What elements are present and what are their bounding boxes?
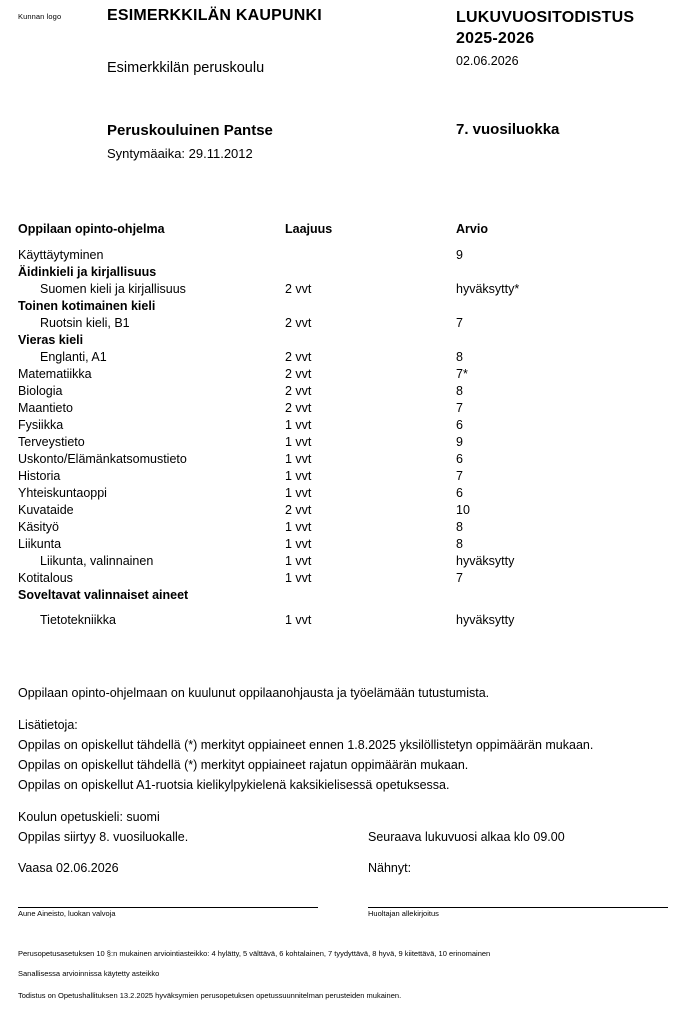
teacher-signature-line bbox=[18, 907, 318, 908]
cell-scope: 1 vvt bbox=[285, 537, 312, 551]
cell-grade: 6 bbox=[456, 418, 463, 432]
cell-scope: 1 vvt bbox=[285, 435, 312, 449]
cell-scope: 1 vvt bbox=[285, 554, 312, 568]
note-next-year-start: Seuraava lukuvuosi alkaa klo 09.00 bbox=[368, 830, 565, 844]
signature-place-and-date: Vaasa 02.06.2026 bbox=[18, 861, 119, 875]
cell-grade: 7 bbox=[456, 316, 463, 330]
table-row bbox=[0, 367, 689, 384]
guardian-signature-line bbox=[368, 907, 668, 908]
note-additional-line-3: Oppilas on opiskellut A1-ruotsia kielikylpykielenä kaksikielisessä opetuksessa. bbox=[18, 778, 450, 792]
cell-subject: Liikunta bbox=[18, 537, 62, 551]
cell-scope: 2 vvt bbox=[285, 384, 312, 398]
note-additional-line-1: Oppilas on opiskellut tähdellä (*) merkityt oppiaineet ennen 1.8.2025 yksilöllistetyn oppimäärän mukaan. bbox=[18, 738, 594, 752]
table-row bbox=[0, 503, 689, 520]
table-row bbox=[0, 384, 689, 401]
cell-scope: 1 vvt bbox=[285, 418, 312, 432]
cell-subject: Tietotekniikka bbox=[40, 613, 116, 627]
student-name: Peruskouluinen Pantse bbox=[107, 122, 273, 139]
certificate-title-line2: 2025-2026 bbox=[456, 30, 535, 47]
footer-verbal-assessment: Sanallisessa arvioinnissa käytetty asteikko bbox=[18, 969, 160, 978]
cell-grade: 9 bbox=[456, 248, 463, 262]
guardian-signature-caption: Huoltajan allekirjoitus bbox=[368, 909, 439, 918]
table-row bbox=[0, 435, 689, 452]
grade-level: 7. vuosiluokka bbox=[456, 121, 560, 138]
cell-subject: Kuvataide bbox=[18, 503, 74, 517]
cell-scope: 1 vvt bbox=[285, 613, 312, 627]
cell-subject: Käsityö bbox=[18, 520, 59, 534]
note-additional-line-2: Oppilas on opiskellut tähdellä (*) merkityt oppiaineet rajatun oppimäärän mukaan. bbox=[18, 758, 469, 772]
cell-subject: Äidinkieli ja kirjallisuus bbox=[18, 265, 157, 279]
cell-grade: 6 bbox=[456, 452, 463, 466]
table-row bbox=[0, 282, 689, 299]
cell-scope: 2 vvt bbox=[285, 282, 312, 296]
cell-scope: 2 vvt bbox=[285, 316, 312, 330]
table-row bbox=[0, 554, 689, 571]
cell-grade: 10 bbox=[456, 503, 470, 517]
cell-subject: Liikunta, valinnainen bbox=[40, 554, 154, 568]
cell-scope: 1 vvt bbox=[285, 452, 312, 466]
table-row bbox=[0, 401, 689, 418]
table-row bbox=[0, 333, 689, 350]
cell-subject: Fysiikka bbox=[18, 418, 64, 432]
table-row bbox=[0, 537, 689, 554]
cell-grade: 7 bbox=[456, 469, 463, 483]
cell-subject: Englanti, A1 bbox=[40, 350, 107, 364]
signature-seen-label: Nähnyt: bbox=[368, 861, 412, 875]
cell-scope: 2 vvt bbox=[285, 503, 312, 517]
school-name: Esimerkkilän peruskoulu bbox=[107, 60, 265, 76]
table-row bbox=[0, 588, 689, 605]
cell-grade: hyväksytty* bbox=[456, 282, 520, 296]
teacher-signature-caption: Aune Aineisto, luokan valvoja bbox=[18, 909, 116, 918]
cell-subject: Yhteiskuntaoppi bbox=[18, 486, 107, 500]
table-row bbox=[0, 248, 689, 265]
certificate-title-line1: LUKUVUOSITODISTUS bbox=[456, 9, 635, 26]
cell-scope: 2 vvt bbox=[285, 350, 312, 364]
cell-scope: 2 vvt bbox=[285, 401, 312, 415]
cell-grade: hyväksytty bbox=[456, 554, 515, 568]
table-row bbox=[0, 299, 689, 316]
column-header-grade: Arvio bbox=[456, 222, 488, 236]
cell-grade: 8 bbox=[456, 384, 463, 398]
cell-scope: 1 vvt bbox=[285, 520, 312, 534]
footer-curriculum-basis: Todistus on Opetushallituksen 13.2.2025 hyväksymien perusopetuksen opetussuunnitelman perusteiden mukainen. bbox=[18, 991, 402, 1000]
table-row bbox=[0, 520, 689, 537]
table-header-row bbox=[0, 222, 689, 248]
cell-scope: 1 vvt bbox=[285, 571, 312, 585]
cell-subject: Toinen kotimainen kieli bbox=[18, 299, 156, 313]
cell-grade: 8 bbox=[456, 537, 463, 551]
subject-grade-table bbox=[0, 222, 689, 630]
cell-subject: Ruotsin kieli, B1 bbox=[40, 316, 130, 330]
table-row bbox=[0, 350, 689, 367]
cell-grade: 7* bbox=[456, 367, 468, 381]
table-row bbox=[0, 452, 689, 469]
cell-grade: 8 bbox=[456, 520, 463, 534]
cell-grade: 8 bbox=[456, 350, 463, 364]
cell-subject: Käyttäytyminen bbox=[18, 248, 104, 262]
table-row bbox=[0, 265, 689, 282]
cell-subject: Suomen kieli ja kirjallisuus bbox=[40, 282, 186, 296]
cell-grade: 7 bbox=[456, 401, 463, 415]
cell-scope: 2 vvt bbox=[285, 367, 312, 381]
cell-grade: 9 bbox=[456, 435, 463, 449]
municipality-logo-placeholder: Kunnan logo bbox=[18, 12, 62, 21]
table-row bbox=[0, 469, 689, 486]
certificate-date: 02.06.2026 bbox=[456, 54, 519, 68]
footer-grading-scale: Perusopetusasetuksen 10 §:n mukainen arviointiasteikko: 4 hylätty, 5 välttävä, 6 kohtalainen, 7 tyydyttävä, 8 hyvä, 9 kiitettävä, 10 erinomainen bbox=[18, 949, 491, 958]
table-row bbox=[0, 571, 689, 588]
column-header-subject: Oppilaan opinto-ohjelma bbox=[18, 222, 165, 236]
cell-scope: 1 vvt bbox=[285, 486, 312, 500]
table-row bbox=[0, 613, 689, 630]
note-teaching-language: Koulun opetuskieli: suomi bbox=[18, 810, 160, 824]
cell-subject: Uskonto/Elämänkatsomustieto bbox=[18, 452, 187, 466]
cell-subject: Soveltavat valinnaiset aineet bbox=[18, 588, 189, 602]
cell-grade: hyväksytty bbox=[456, 613, 515, 627]
table-row bbox=[0, 418, 689, 435]
table-row bbox=[0, 486, 689, 503]
cell-subject: Maantieto bbox=[18, 401, 73, 415]
organization-title: ESIMERKKILÄN KAUPUNKI bbox=[107, 7, 322, 24]
note-next-grade-level: Oppilas siirtyy 8. vuosiluokalle. bbox=[18, 830, 189, 844]
table-row bbox=[0, 316, 689, 333]
cell-subject: Kotitalous bbox=[18, 571, 73, 585]
note-study-program: Oppilaan opinto-ohjelmaan on kuulunut oppilaanohjausta ja työelämään tutustumista. bbox=[18, 686, 490, 700]
column-header-scope: Laajuus bbox=[285, 222, 333, 236]
cell-subject: Matematiikka bbox=[18, 367, 92, 381]
cell-scope: 1 vvt bbox=[285, 469, 312, 483]
cell-subject: Biologia bbox=[18, 384, 63, 398]
student-date-of-birth: Syntymäaika: 29.11.2012 bbox=[107, 146, 253, 161]
cell-grade: 7 bbox=[456, 571, 463, 585]
note-additional-label: Lisätietoja: bbox=[18, 718, 78, 732]
cell-grade: 6 bbox=[456, 486, 463, 500]
certificate-title bbox=[456, 7, 634, 49]
cell-subject: Historia bbox=[18, 469, 61, 483]
cell-subject: Vieras kieli bbox=[18, 333, 84, 347]
cell-subject: Terveystieto bbox=[18, 435, 85, 449]
